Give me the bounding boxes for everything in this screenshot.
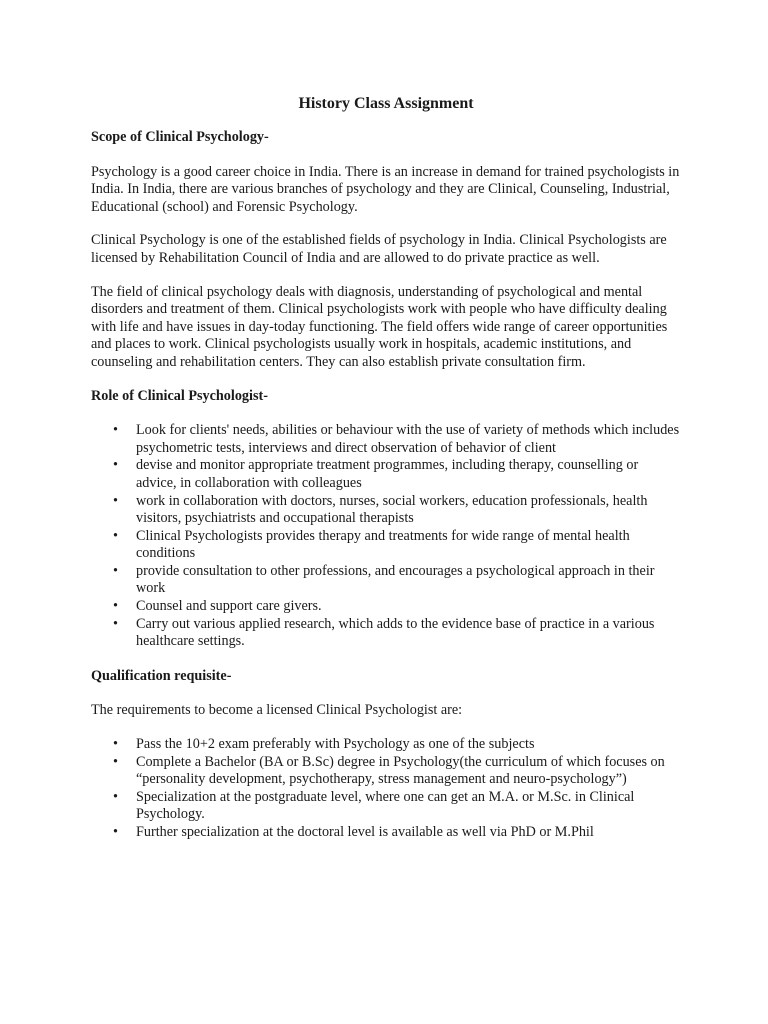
list-item-text: work in collaboration with doctors, nurses, social workers, education professionals, health visitors, psychiatrists and occupational therapists — [136, 492, 648, 527]
list-item-text: Look for clients' needs, abilities or behaviour with the use of variety of methods which includes psychometric tests, interviews and direct observation of behavior of client — [136, 422, 680, 456]
bullet-icon: • — [113, 562, 118, 579]
list-item — [91, 824, 681, 842]
bullet-icon: • — [113, 615, 118, 632]
section-heading-scope: Scope of Clinical Psychology- — [91, 129, 269, 145]
list-item — [91, 736, 681, 754]
list-item-text: provide consultation to other professions, and encourages a psychological approach in their work — [136, 562, 655, 597]
list-item — [91, 598, 681, 616]
list-item-text: Pass the 10+2 exam preferably with Psychology as one of the subjects — [136, 736, 535, 753]
list-item — [91, 528, 681, 563]
role-bullet-list — [91, 422, 681, 651]
paragraph: The requirements to become a licensed Clinical Psychologist are: — [91, 702, 463, 719]
bullet-icon: • — [113, 457, 118, 474]
section-heading-role: Role of Clinical Psychologist- — [91, 387, 268, 404]
paragraph: Psychology is a good career choice in India. There is an increase in demand for trained psychologists in India. In India, there are various branches of psychology and they are Clinical, Counseling, Industrial, Educational (school) and Forensic Psychology. — [91, 163, 680, 215]
list-item — [91, 493, 681, 528]
bullet-icon: • — [113, 527, 118, 544]
qualification-bullet-list — [91, 736, 681, 842]
list-item — [91, 789, 681, 824]
list-item — [91, 422, 681, 457]
bullet-icon: • — [113, 788, 118, 805]
list-item — [91, 563, 681, 598]
bullet-icon: • — [113, 492, 118, 509]
list-item-text: Counsel and support care givers. — [136, 598, 322, 615]
list-item — [91, 754, 681, 789]
bullet-icon: • — [113, 736, 118, 753]
list-item-text: devise and monitor appropriate treatment programmes, including therapy, counselling or advice, in collaboration with colleagues — [136, 457, 639, 491]
document-title: History Class Assignment — [298, 95, 474, 112]
bullet-icon: • — [113, 422, 118, 439]
bullet-icon: • — [113, 598, 118, 615]
list-item-text: Further specialization at the doctoral level is available as well via PhD or M.Phil — [136, 824, 594, 840]
bullet-icon: • — [113, 753, 118, 770]
list-item — [91, 457, 681, 492]
document-page — [91, 94, 681, 859]
list-item — [91, 616, 681, 651]
bullet-icon: • — [113, 824, 118, 840]
paragraph: Clinical Psychology is one of the established fields of psychology in India. Clinical Psychologists are licensed by Rehabilitation Council of India and are allowed to do private practice as well. — [91, 232, 667, 266]
list-item-text: Clinical Psychologists provides therapy and treatments for wide range of mental health conditions — [136, 527, 630, 562]
list-item-text: Complete a Bachelor (BA or B.Sc) degree in Psychology(the curriculum of which focuses on “personality development, psychotherapy, stress management and neuro-psychology”) — [136, 753, 665, 788]
list-item-text: Specialization at the postgraduate level, where one can get an M.A. or M.Sc. in Clinical Psychology. — [136, 788, 635, 823]
section-heading-qualification: Qualification requisite- — [91, 667, 232, 684]
list-item-text: Carry out various applied research, which adds to the evidence base of practice in a various healthcare settings. — [136, 615, 655, 650]
paragraph: The field of clinical psychology deals with diagnosis, understanding of psychological and mental disorders and treatment of them. Clinical psychologists work with people who have difficulty dealing with life and have issues in day-today functioning. The field offers wide range of career opportunities and places to work. Clinical psychologists usually work in hospitals, academic institutions, and counseling and rehabilitation centers. They can also establish private consultation firm. — [91, 283, 668, 370]
